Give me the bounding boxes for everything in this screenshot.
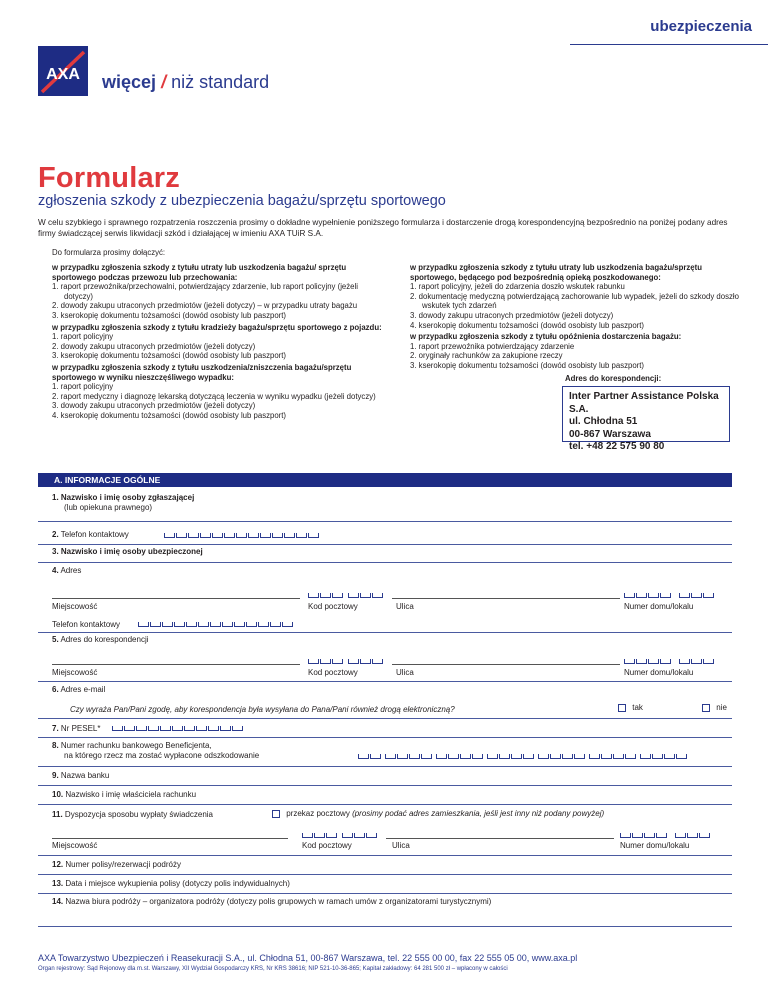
consent-yes-label: tak	[632, 703, 643, 712]
street-label: Ulica	[392, 841, 410, 850]
attachments-left	[52, 263, 382, 421]
street-input[interactable]	[392, 598, 620, 599]
field-7-label	[52, 724, 100, 733]
consent-no-checkbox[interactable]	[702, 704, 710, 712]
axa-logo	[38, 46, 88, 96]
divider	[38, 681, 732, 682]
divider	[38, 632, 732, 633]
postal-order-label: przekaz pocztowy	[286, 809, 350, 818]
postal-order-checkbox[interactable]	[272, 810, 280, 818]
divider	[38, 893, 732, 894]
field-11-text: Dyspozycja sposobu wypłaty świadczenia	[64, 810, 213, 819]
field-8-text-a: Numer rachunku bankowego Beneficjenta,	[60, 741, 212, 750]
divider	[38, 737, 732, 738]
divider	[38, 785, 732, 786]
att-right-0-item: 4. kserokopię dokumentu tożsamości (dowód osobisty lub paszport)	[410, 320, 645, 330]
postcode-input[interactable]	[308, 658, 384, 664]
attachments-right	[410, 263, 740, 371]
consent-no-option[interactable]	[702, 703, 727, 712]
brand-word: ubezpieczenia	[650, 18, 752, 35]
postcode-input[interactable]	[308, 592, 384, 598]
field-2-text: Telefon kontaktowy	[60, 530, 129, 539]
att-right-0-item: 1. raport policyjny, jeżeli do zdarzenia doszło wskutek rabunku	[410, 282, 625, 292]
att-left-1-item: 2. dowody zakupu utraconych przedmiotów (jeżeli dotyczy)	[52, 341, 256, 351]
section-a-header: A. INFORMACJE OGÓLNE	[38, 473, 732, 487]
field-10-num: 10.	[52, 790, 64, 799]
street-input[interactable]	[386, 838, 614, 839]
address-line: 00-867 Warszawa	[569, 428, 651, 440]
field-9-text: Nazwa banku	[60, 771, 110, 780]
footer-company: AXA Towarzystwo Ubezpieczeń i Reasekuracji S.A., ul. Chłodna 51, 00-867 Warszawa, tel. 22 555 00 00, fax 22 555 05 00, www.axa.pl	[38, 953, 578, 963]
phone-input-2[interactable]	[138, 621, 294, 627]
field-7-num: 7.	[52, 724, 59, 733]
consent-no-label: nie	[716, 703, 727, 712]
att-right-0-title: w przypadku zgłoszenia szkody z tytułu utraty lub uszkodzenia bagażu/sprzętu sportowego, będącego pod bezpośrednią opieką poszkodowanego:	[410, 263, 702, 282]
city-input[interactable]	[52, 598, 300, 599]
tagline-rest: niż standard	[171, 72, 270, 92]
address-line: ul. Chłodna 51	[569, 416, 638, 427]
att-left-0-item: 2. dowody zakupu utraconych przedmiotów (jeżeli dotyczy) – w przypadku utraty bagażu	[52, 301, 358, 311]
field-2-num: 2.	[52, 530, 59, 539]
phone-label: Telefon kontaktowy	[52, 620, 121, 629]
att-left-1-item: 3. kserokopię dokumentu tożsamości (dowód osobisty lub paszport)	[52, 351, 287, 361]
field-6-label	[52, 685, 105, 694]
att-right-1-item: 1. raport przewoźnika potwierdzający zdarzenie	[410, 341, 575, 351]
field-13-label	[52, 879, 290, 888]
field-14-label	[52, 897, 491, 906]
street-input[interactable]	[392, 664, 620, 665]
field-9-label	[52, 771, 109, 780]
att-left-1-title: w przypadku zgłoszenia szkody z tytułu kradzieży bagażu/sprzętu sportowego z pojazdu:	[52, 322, 382, 332]
city-label: Miejscowość	[52, 841, 98, 850]
att-left-2-item: 1. raport policyjny	[52, 382, 114, 392]
field-14-text: Nazwa biura podróży – organizatora podróży (dotyczy polis grupowych w ramach umów z organizatorami turystycznymi)	[65, 897, 492, 906]
field-5-label	[52, 635, 149, 644]
postcode-label: Kod pocztowy	[302, 841, 352, 850]
postcode-label: Kod pocztowy	[308, 668, 358, 677]
att-left-2-item: 3. dowody zakupu utraconych przedmiotów (jeżeli dotyczy)	[52, 401, 256, 411]
page-subtitle: zgłoszenia szkody z ubezpieczenia bagażu/sprzętu sportowego	[38, 193, 446, 209]
bank-account-input[interactable]	[358, 753, 688, 759]
field-3-num: 3.	[52, 547, 59, 556]
house-number-input[interactable]	[620, 832, 711, 838]
city-label: Miejscowość	[52, 668, 98, 677]
street-label: Ulica	[396, 602, 414, 611]
city-input[interactable]	[52, 838, 288, 839]
att-left-0-item: 1. raport przewoźnika/przechowalni, potwierdzający zdarzenie, lub raport policyjny (jeżeli dotyczy)	[52, 282, 358, 301]
att-left-1-item: 1. raport policyjny	[52, 332, 114, 342]
tagline	[102, 72, 269, 93]
field-6-num: 6.	[52, 685, 59, 694]
postcode-label: Kod pocztowy	[308, 602, 358, 611]
house-number-input[interactable]	[624, 592, 715, 598]
field-5-text: Adres do korespondencji	[60, 635, 149, 644]
divider	[38, 562, 732, 563]
att-right-0-item: 3. dowody zakupu utraconych przedmiotów (jeżeli dotyczy)	[410, 310, 614, 320]
field-11-label	[52, 810, 213, 819]
field-4-text: Adres	[60, 566, 82, 575]
consent-yes-checkbox[interactable]	[618, 704, 626, 712]
field-8-num: 8.	[52, 741, 59, 750]
field-13-num: 13.	[52, 879, 64, 888]
divider	[38, 544, 732, 545]
divider	[38, 766, 732, 767]
field-8-label	[52, 741, 212, 750]
att-left-2-item: 4. kserokopię dokumentu tożsamości (dowód osobisty lub paszport)	[52, 410, 287, 420]
field-6-text: Adres e-mail	[60, 685, 106, 694]
postal-order-note: (prosimy podać adres zamieszkania, jeśli jest inny niż podany powyżej)	[352, 809, 605, 818]
field-5-num: 5.	[52, 635, 59, 644]
att-right-1-title: w przypadku zgłoszenia szkody z tytułu opóźnienia dostarczenia bagażu:	[410, 332, 682, 342]
field-10-text: Nazwisko i imię właściciela rachunku	[65, 790, 197, 799]
field-12-label	[52, 860, 181, 869]
footer-registry: Organ rejestrowy: Sąd Rejonowy dla m.st. Warszawy, XII Wydział Gospodarczy KRS, Nr KRS 38616; NIP 521-10-36-865; Kapitał zakładowy: 64 281 500 zł – wpłacony w całości	[38, 966, 508, 972]
field-3-label	[52, 547, 203, 556]
street-label: Ulica	[396, 668, 414, 677]
field-14-num: 14.	[52, 897, 64, 906]
house-number-input[interactable]	[624, 658, 715, 664]
postcode-input[interactable]	[302, 832, 378, 838]
field-4-label	[52, 566, 81, 575]
email-consent-question: Czy wyraża Pan/Pani zgodę, aby korespondencja była wysyłana do Pana/Pani również drogą elektroniczną?	[70, 705, 455, 714]
field-11-num: 11.	[52, 810, 63, 819]
header-rule	[570, 44, 768, 45]
divider	[38, 718, 732, 719]
divider	[38, 521, 732, 522]
address-label: Adres do korespondencji:	[565, 374, 662, 383]
house-number-label: Numer domu/lokalu	[624, 668, 694, 677]
field-7-text: Nr PESEL*	[60, 724, 101, 733]
axa-logo-text: AXA	[46, 66, 80, 83]
tagline-slash-icon: /	[161, 72, 167, 92]
address-line: tel. +48 22 575 90 80	[569, 441, 665, 452]
house-number-label: Numer domu/lokalu	[620, 841, 690, 850]
divider	[38, 804, 732, 805]
address-line: Inter Partner Assistance Polska S.A.	[569, 391, 719, 415]
att-left-2-item: 2. raport medyczny i diagnozę lekarską dotyczącą leczenia w wyniku wypadku (jeżeli dotyczy)	[52, 391, 376, 401]
att-right-0-item: 2. dokumentację medyczną potwierdzającą zachorowanie lub wypadek, jeżeli do szkody doszło wskutek tych zdarzeń	[410, 291, 739, 311]
tagline-bold: więcej	[102, 72, 157, 92]
field-9-num: 9.	[52, 771, 59, 780]
field-4-num: 4.	[52, 566, 59, 575]
field-1-sublabel: (lub opiekuna prawnego)	[64, 503, 153, 512]
house-number-label: Numer domu/lokalu	[624, 602, 694, 611]
att-right-1-item: 2. oryginały rachunków za zakupione rzeczy	[410, 351, 563, 361]
field-13-text: Data i miejsce wykupienia polisy (dotyczy polis indywidualnych)	[65, 879, 290, 888]
field-12-text: Numer polisy/rezerwacji podróży	[65, 860, 181, 869]
city-label: Miejscowość	[52, 602, 98, 611]
field-3-text: Nazwisko i imię osoby ubezpieczonej	[60, 547, 203, 556]
att-left-0-item: 3. kserokopię dokumentu tożsamości (dowód osobisty lub paszport)	[52, 310, 287, 320]
phone-input[interactable]	[164, 532, 320, 538]
field-1-text: Nazwisko i imię osoby zgłaszającej	[60, 493, 195, 502]
intro-text: W celu szybkiego i sprawnego rozpatrzenia roszczenia prosimy o dokładne wypełnienie poniższego formularza i dostarczenie drogą korespondencyjną bezpośrednio na poniżej podany adres firmy świadczącej serwis likwidacji szkód i działającej w imieniu AXA TUiR S.A.	[38, 218, 728, 238]
field-1-num: 1.	[52, 493, 59, 502]
postal-order-option[interactable]	[272, 809, 604, 818]
divider	[38, 926, 732, 927]
city-input[interactable]	[52, 664, 300, 665]
address-box	[562, 386, 730, 452]
att-right-1-item: 3. kserokopię dokumentu tożsamości (dowód osobisty lub paszport)	[410, 360, 645, 370]
field-12-num: 12.	[52, 860, 64, 869]
field-8-text-b: na którego rzecz ma zostać wypłacone odszkodowanie	[64, 751, 260, 760]
field-1-label	[52, 493, 194, 502]
att-left-0-title: w przypadku zgłoszenia szkody z tytułu utraty lub uszkodzenia bagażu/ sprzętu sportowego podczas przewozu lub przechowania:	[52, 263, 347, 282]
att-left-2-title: w przypadku zgłoszenia szkody z tytułu uszkodzenia/zniszczenia bagażu/sprzętu sportowego w wyniku nieszczęśliwego wypadku:	[52, 362, 352, 382]
divider	[38, 874, 732, 875]
consent-yes-option[interactable]	[618, 703, 643, 712]
page-title: Formularz	[38, 162, 180, 194]
field-10-label	[52, 790, 196, 799]
field-2-label	[52, 530, 129, 539]
attachments-heading: Do formularza prosimy dołączyć:	[52, 248, 166, 257]
divider	[38, 855, 732, 856]
pesel-input[interactable]	[112, 725, 244, 731]
